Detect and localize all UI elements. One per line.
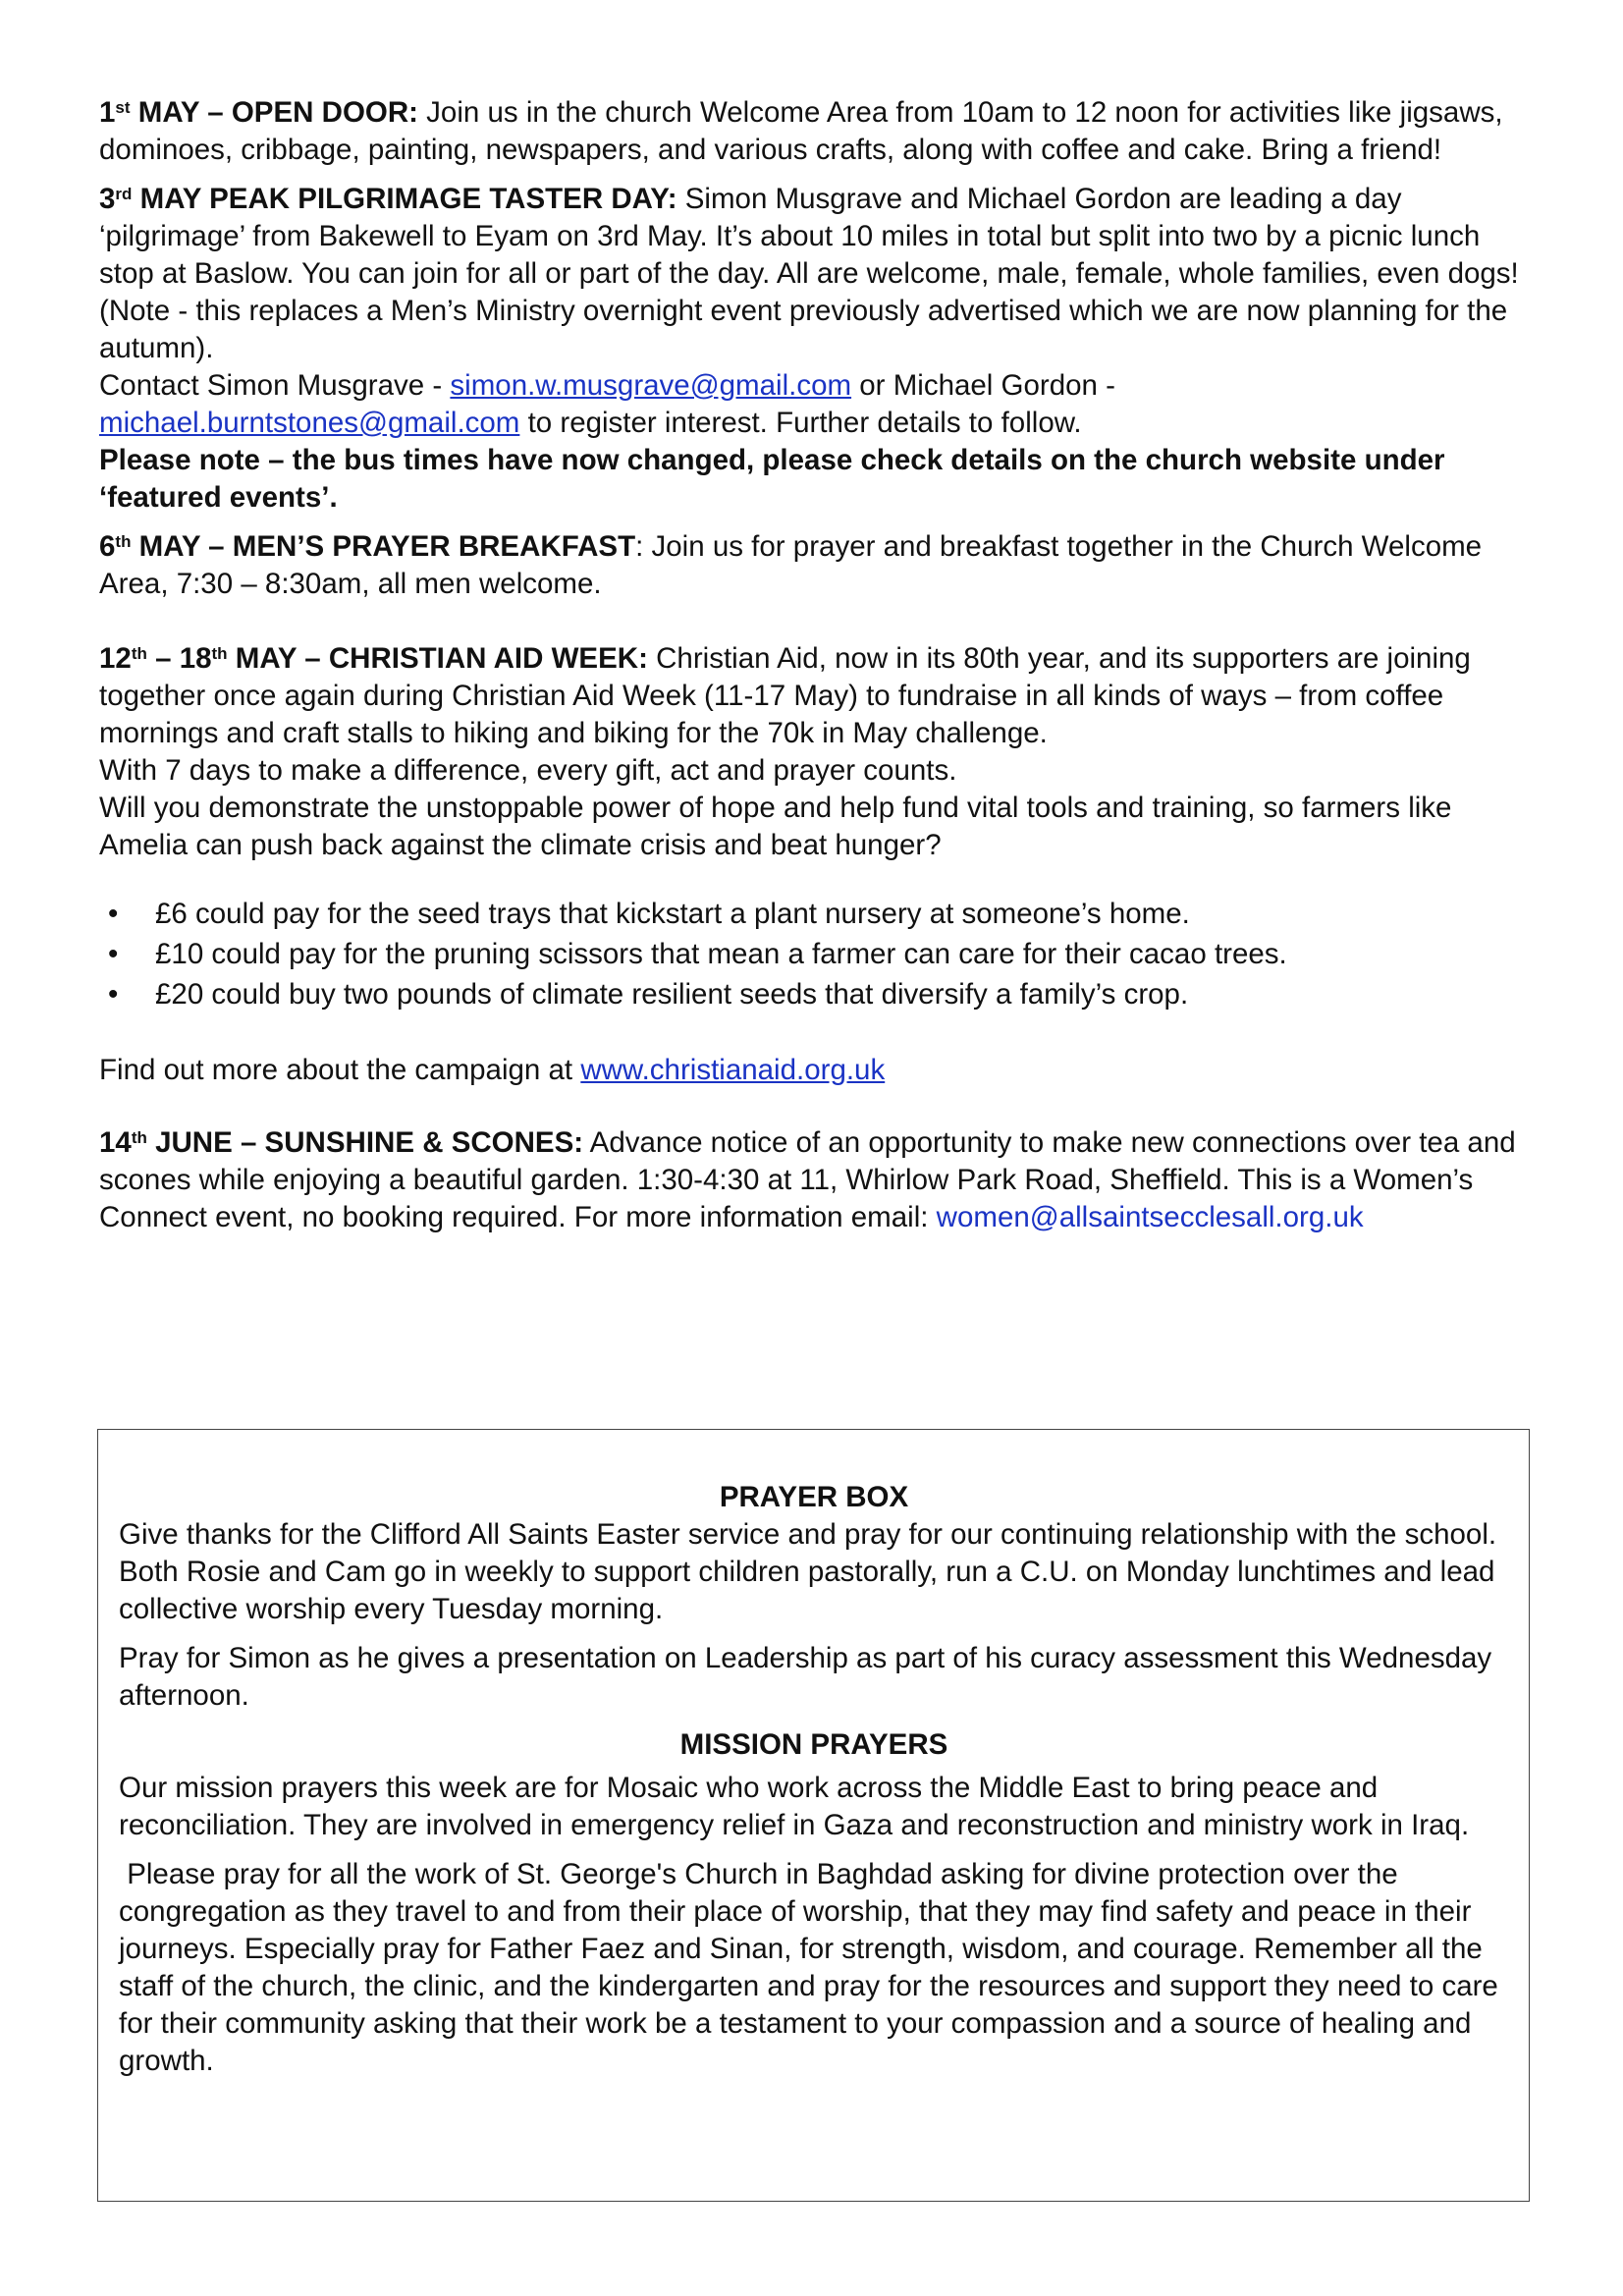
open-door-notice bbox=[99, 94, 1542, 169]
open-door-sup: st bbox=[115, 98, 131, 117]
find-out-more bbox=[99, 1052, 1542, 1089]
prayer-box bbox=[97, 1429, 1530, 2202]
christian-aid-notice bbox=[99, 640, 1542, 752]
christian-aid-day1: 12 bbox=[99, 642, 132, 675]
bus-times-note: Please note – the bus times have now changed, please check details on the church website under ‘featured events’. bbox=[99, 444, 1445, 514]
christian-aid-text: Christian Aid, now in its 80th year, and its supporters are joining together once again during Christian Aid Week (11-17 May) to fundraise in all kinds of ways – from coffee mornings and craft stalls to hiking and biking for the 70k in May challenge. bbox=[99, 642, 1471, 749]
michael-email-link[interactable]: michael.burntstones@gmail.com bbox=[99, 407, 520, 439]
scones-text: Advance notice of an opportunity to make new connections over tea and scones while enjoying a beautiful garden. 1:30-4:30 at 11, Whirlow Park Road, Sheffield. This is a Women’s Connect event, no booking required. For more information email: bbox=[99, 1126, 1516, 1233]
scones-day: 14 bbox=[99, 1126, 132, 1159]
bullet-icon: • bbox=[108, 978, 119, 1011]
women-email-link[interactable]: women@allsaintsecclesall.org.uk bbox=[936, 1201, 1364, 1233]
bullet-icon: • bbox=[108, 898, 119, 930]
open-door-day: 1 bbox=[99, 96, 116, 129]
contact-suffix: to register interest. Further details to follow. bbox=[519, 407, 1082, 439]
contact-prefix: Contact Simon Musgrave - bbox=[99, 369, 451, 402]
christian-aid-sup2: th bbox=[211, 644, 228, 663]
prayer-paragraph-1: Give thanks for the Clifford All Saints Easter service and pray for our continuing relationship with the school. Both Rosie and Cam go in weekly to support children pastorally, run a C.U. on Monday lunchtimes and lead collective worship every Tuesday morning. bbox=[119, 1518, 1497, 1625]
christian-aid-sup1: th bbox=[131, 644, 147, 663]
list-item bbox=[99, 936, 1542, 973]
christian-aid-link[interactable]: www.christianaid.org.uk bbox=[580, 1054, 886, 1086]
scones-heading: JUNE – SUNSHINE & SCONES: bbox=[146, 1126, 584, 1159]
pilgrimage-heading: MAY PEAK PILGRIMAGE TASTER DAY: bbox=[132, 183, 677, 215]
notices-column bbox=[99, 94, 1542, 1236]
mission-paragraph-2: Please pray for all the work of St. George's Church in Baghdad asking for divine protection over the congregation as they travel to and from their place of worship, that they may find safety and peace in their journeys. Especially pray for Father Faez and Sinan, for strength, wisdom, and courage. Remember all the staff of the church, the clinic, and the kindergarten and pray for the resources and support they need to care for their community asking that their work be a testament to your compassion and a source of healing and growth. bbox=[119, 1858, 1498, 2077]
find-prefix: Find out more about the campaign at bbox=[99, 1054, 581, 1086]
pilgrimage-contact bbox=[99, 367, 1542, 442]
prayer-paragraph-2: Pray for Simon as he gives a presentation on Leadership as part of his curacy assessment this Wednesday afternoon. bbox=[119, 1642, 1492, 1712]
bullet-icon: • bbox=[108, 938, 119, 970]
breakfast-text: : Join us for prayer and breakfast together in the Church Welcome Area, 7:30 – 8:30am, all men welcome. bbox=[99, 530, 1483, 600]
breakfast-sup: th bbox=[115, 532, 132, 551]
simon-email-link[interactable]: simon.w.musgrave@gmail.com bbox=[450, 369, 852, 402]
donation-text: £10 could pay for the pruning scissors that mean a farmer can care for their cacao trees. bbox=[155, 938, 1287, 970]
pilgrimage-text: Simon Musgrave and Michael Gordon are leading a day ‘pilgrimage’ from Bakewell to Eyam on 3rd May. It’s about 10 miles in total but split into two by a picnic lunch stop at Baslow. You can join for all or part of the day. All are welcome, male, female, whole families, even dogs! (Note - this replaces a Men’s Ministry overnight event previously advertised which we are now planning for the autumn). bbox=[99, 183, 1519, 364]
donation-list bbox=[99, 896, 1542, 1013]
scones-notice bbox=[99, 1124, 1542, 1236]
open-door-text: Join us in the church Welcome Area from 10am to 12 noon for activities like jigsaws, dominoes, cribbage, painting, newspapers, and various crafts, along with coffee and cake. Bring a friend! bbox=[99, 96, 1503, 166]
pilgrimage-sup: rd bbox=[115, 185, 133, 203]
pilgrimage-day: 3 bbox=[99, 183, 116, 215]
scones-sup: th bbox=[131, 1128, 147, 1147]
breakfast-heading: MAY – MEN’S PRAYER BREAKFAST bbox=[131, 530, 636, 563]
list-item bbox=[99, 976, 1542, 1013]
christian-aid-heading: MAY – CHRISTIAN AID WEEK: bbox=[227, 642, 648, 675]
list-item bbox=[99, 896, 1542, 933]
open-door-heading: MAY – OPEN DOOR: bbox=[130, 96, 418, 129]
breakfast-notice bbox=[99, 528, 1542, 603]
christian-aid-dash: – bbox=[146, 642, 180, 675]
christian-aid-line3: Will you demonstrate the unstoppable power of hope and help fund vital tools and training, so farmers like Amelia can push back against the climate crisis and beat hunger? bbox=[99, 792, 1452, 861]
mission-paragraph-1: Our mission prayers this week are for Mosaic who work across the Middle East to bring peace and reconciliation. They are involved in emergency relief in Gaza and reconstruction and ministry work in Iraq. bbox=[119, 1772, 1470, 1841]
pilgrimage-notice bbox=[99, 181, 1542, 367]
christian-aid-day2: 18 bbox=[179, 642, 212, 675]
mission-prayers-title: MISSION PRAYERS bbox=[679, 1728, 948, 1761]
contact-mid: or Michael Gordon - bbox=[851, 369, 1115, 402]
prayer-box-title: PRAYER BOX bbox=[719, 1481, 909, 1513]
breakfast-day: 6 bbox=[99, 530, 116, 563]
donation-text: £20 could buy two pounds of climate resilient seeds that diversify a family’s crop. bbox=[155, 978, 1189, 1011]
christian-aid-line2: With 7 days to make a difference, every gift, act and prayer counts. bbox=[99, 754, 957, 787]
donation-text: £6 could pay for the seed trays that kickstart a plant nursery at someone’s home. bbox=[155, 898, 1190, 930]
